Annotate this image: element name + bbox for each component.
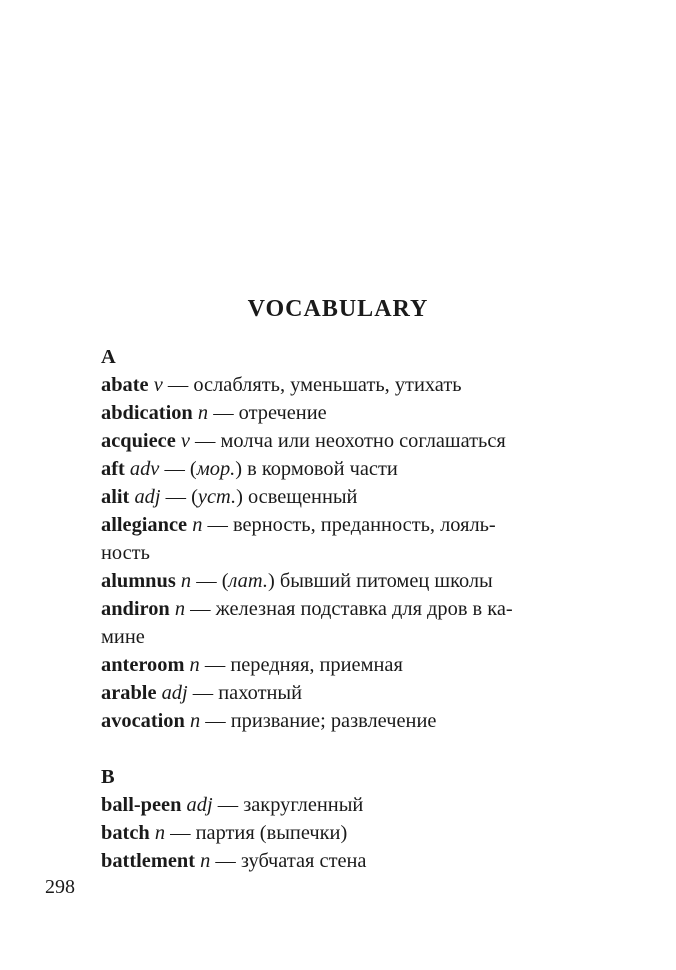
definition: — ( [159,458,197,480]
headword: aft [101,458,125,480]
definition: — ( [160,486,198,508]
definition: — закругленный [212,794,364,816]
headword: avocation [101,710,185,732]
headword: arable [101,682,157,704]
part-of-speech: n [197,402,209,424]
headword: andiron [101,598,170,620]
part-of-speech: v [180,430,190,452]
section-letter: A [101,346,116,368]
part-of-speech: adv [129,458,160,480]
headword: acquiece [101,430,176,452]
part-of-speech: n [189,710,201,732]
usage-note: уст. [197,486,237,508]
part-of-speech: adj [186,794,213,816]
part-of-speech: v [153,374,163,396]
entry-battlement [101,847,587,875]
page-number: 298 [45,876,75,898]
definition: — отречение [208,402,327,424]
headword: anteroom [101,654,185,676]
definition: — пахотный [187,682,303,704]
definition-continuation: мине [101,626,145,648]
definition: — молча или неохотно соглашаться [189,430,506,452]
entry-abdication [101,399,587,427]
section-letter: B [101,766,115,788]
part-of-speech: n [180,570,192,592]
usage-note: мор. [196,458,236,480]
part-of-speech: n [200,850,211,872]
definition: — партия (выпечки) [165,822,348,844]
entry-alumnus [101,567,587,595]
headword: alit [101,486,130,508]
entry-arable [101,679,587,707]
page-title: VOCABULARY [247,296,429,322]
part-of-speech: n [154,822,166,844]
definition-rest: ) освещенный [236,486,358,508]
part-of-speech: n [174,598,186,620]
entry-anteroom [101,651,587,679]
entry-avocation [101,707,587,735]
section-a [101,343,587,735]
entry-batch [101,819,587,847]
definition: — железная подставка для дров в ка- [185,598,513,620]
entry-andiron [101,595,587,651]
part-of-speech: n [189,654,200,676]
part-of-speech: adj [134,486,161,508]
definition-continuation: ность [101,542,150,564]
definition-rest: ) бывший питомец школы [267,570,493,592]
part-of-speech: n [192,514,203,536]
headword: alumnus [101,570,176,592]
definition: — призвание; развлечение [200,710,437,732]
vocabulary-list [101,343,587,875]
usage-note: лат. [228,570,268,592]
part-of-speech: adj [161,682,188,704]
definition: — ( [191,570,229,592]
entry-ball-peen [101,791,587,819]
definition: — передняя, приемная [199,654,403,676]
entry-alit [101,483,587,511]
headword: allegiance [101,514,188,536]
definition: — верность, преданность, лояль- [202,514,496,536]
section-b [101,763,587,875]
entry-acquiece [101,427,587,455]
definition: — ослаблять, уменьшать, утихать [162,374,462,396]
definition: — зубчатая стена [210,850,367,872]
entry-aft [101,455,587,483]
headword: battlement [101,850,195,872]
entry-abate [101,371,587,399]
entry-allegiance [101,511,587,567]
headword: batch [101,822,150,844]
headword: abate [101,374,149,396]
headword: abdication [101,402,193,424]
definition-rest: ) в кормовой части [235,458,398,480]
headword: ball-peen [101,794,182,816]
